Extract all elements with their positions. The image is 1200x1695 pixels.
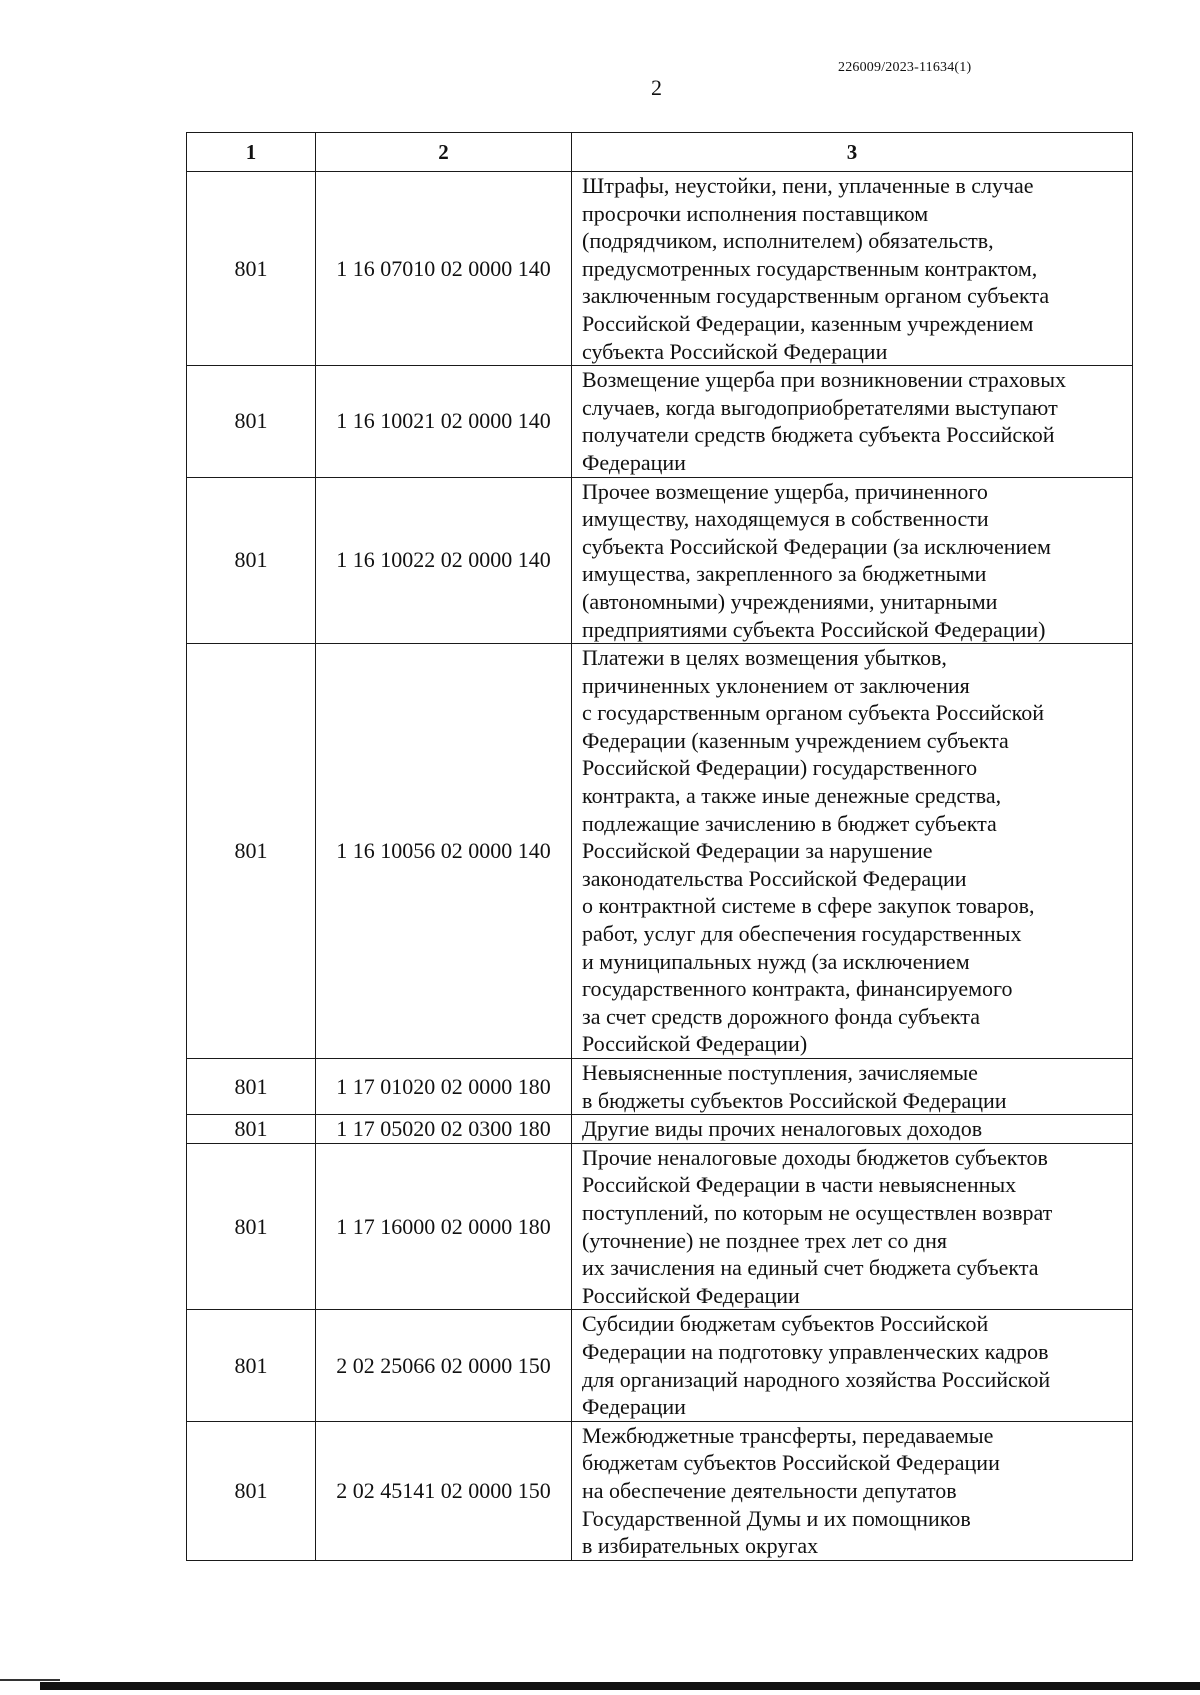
description-line: субъекта Российской Федерации (582, 338, 888, 364)
description-line: Межбюджетные трансферты, передаваемые (582, 1422, 994, 1448)
description-line: Федерации (582, 449, 686, 475)
description-line: имуществу, находящемуся в собственности (582, 506, 989, 532)
description-line: Невыясненные поступления, зачисляемые (582, 1060, 978, 1085)
description-line: Субсидии бюджетам субъектов Российской (582, 1311, 989, 1337)
description-line: работ, услуг для обеспечения государственных (582, 921, 1022, 947)
column-header-3: 3 (572, 133, 1133, 172)
admin-code-cell: 801 (187, 172, 316, 366)
description-line: предусмотренных государственным контрактом, (582, 255, 1038, 281)
table-row (187, 1421, 1133, 1560)
description-line: заключенным государственным органом субъекта (582, 283, 1050, 309)
column-header-1: 1 (187, 133, 316, 172)
description-line: Российской Федерации (582, 1282, 800, 1308)
description-line: просрочки исполнения поставщиком (582, 200, 929, 226)
description-line: Российской Федерации, казенным учреждением (582, 310, 1034, 336)
description-line: и муниципальных нужд (за исключением (582, 948, 970, 974)
budget-classification-code-cell: 1 17 05020 02 0300 180 (316, 1115, 572, 1144)
revenue-description-cell (572, 1143, 1133, 1310)
admin-code-cell: 801 (187, 1059, 316, 1115)
budget-classification-code-cell: 2 02 45141 02 0000 150 (316, 1421, 572, 1560)
description-line: о контрактной системе в сфере закупок товаров, (582, 893, 1035, 919)
description-line: (автономными) учреждениями, унитарными (582, 588, 998, 614)
description-line: Российской Федерации за нарушение (582, 838, 933, 864)
description-line: Федерации (582, 1394, 686, 1420)
table-row (187, 644, 1133, 1059)
budget-classification-code-cell: 1 17 16000 02 0000 180 (316, 1143, 572, 1310)
description-line: бюджетам субъектов Российской Федерации (582, 1450, 1000, 1476)
description-line: с государственным органом субъекта Российской (582, 700, 1044, 726)
description-line: Платежи в целях возмещения убытков, (582, 645, 947, 671)
admin-code-cell: 801 (187, 1115, 316, 1144)
table-row (187, 477, 1133, 644)
description-line: в бюджеты субъектов Российской Федерации (582, 1087, 1007, 1113)
revenue-description-cell (572, 1421, 1133, 1560)
description-line: получатели средств бюджета субъекта Российской (582, 422, 1055, 448)
budget-classification-code-cell: 1 16 07010 02 0000 140 (316, 172, 572, 366)
table-row (187, 1310, 1133, 1421)
revenue-description-cell (572, 172, 1133, 366)
revenue-description-cell (572, 1310, 1133, 1421)
budget-codes-table (186, 132, 1133, 1561)
description-line: Российской Федерации в части невыясненных (582, 1172, 1017, 1198)
revenue-description-cell (572, 1059, 1133, 1115)
description-line: Федерации на подготовку управленческих кадров (582, 1338, 1049, 1364)
description-line: подлежащие зачислению в бюджет субъекта (582, 810, 997, 836)
description-line: Государственной Думы и их помощников (582, 1505, 971, 1531)
description-line: Федерации (казенным учреждением субъекта (582, 727, 1009, 753)
table-row (187, 366, 1133, 477)
admin-code-cell: 801 (187, 1421, 316, 1560)
description-line: случаев, когда выгодоприобретателями выступают (582, 394, 1058, 420)
description-line: Прочие неналоговые доходы бюджетов субъектов (582, 1144, 1048, 1170)
description-line: контракта, а также иные денежные средства, (582, 783, 1002, 809)
column-header-2: 2 (316, 133, 572, 172)
budget-classification-code-cell: 1 16 10021 02 0000 140 (316, 366, 572, 477)
budget-classification-code-cell: 1 16 10022 02 0000 140 (316, 477, 572, 644)
revenue-description-cell (572, 477, 1133, 644)
description-line: субъекта Российской Федерации (за исключением (582, 533, 1051, 559)
scan-bottom-border (40, 1682, 1200, 1690)
table-header-row (187, 133, 1133, 172)
revenue-description-cell (572, 644, 1133, 1059)
admin-code-cell: 801 (187, 1143, 316, 1310)
revenue-description-cell (572, 366, 1133, 477)
description-line: имущества, закрепленного за бюджетными (582, 561, 987, 587)
document-id: 226009/2023-11634(1) (838, 60, 972, 75)
description-line: предприятиями субъекта Российской Федерации) (582, 616, 1046, 642)
description-line: Российской Федерации) (582, 1031, 808, 1057)
budget-classification-code-cell: 1 16 10056 02 0000 140 (316, 644, 572, 1059)
description-line: Российской Федерации) государственного (582, 755, 978, 781)
description-line: их зачисления на единый счет бюджета субъекта (582, 1255, 1039, 1281)
description-line: в избирательных округах (582, 1533, 819, 1559)
description-line: Прочее возмещение ущерба, причиненного (582, 478, 988, 504)
table-row (187, 1059, 1133, 1115)
description-line: поступлений, по которым не осуществлен возврат (582, 1199, 1053, 1225)
budget-classification-code-cell: 1 17 01020 02 0000 180 (316, 1059, 572, 1115)
budget-classification-code-cell: 2 02 25066 02 0000 150 (316, 1310, 572, 1421)
description-line: (подрядчиком, исполнителем) обязательств, (582, 228, 994, 254)
admin-code-cell: 801 (187, 366, 316, 477)
table-row (187, 1143, 1133, 1310)
page-number: 2 (651, 75, 662, 100)
admin-code-cell: 801 (187, 1310, 316, 1421)
description-line: государственного контракта, финансируемого (582, 976, 1013, 1002)
table-row (187, 172, 1133, 366)
admin-code-cell: 801 (187, 477, 316, 644)
description-line: Возмещение ущерба при возникновении страховых (582, 367, 1066, 393)
scan-edge-line (0, 1679, 60, 1681)
table-body (187, 172, 1133, 1561)
description-line: Штрафы, неустойки, пени, уплаченные в случае (582, 173, 1034, 198)
description-line: законодательства Российской Федерации (582, 865, 967, 891)
revenue-description-cell (572, 1115, 1133, 1144)
description-line: Другие виды прочих неналоговых доходов (582, 1116, 983, 1142)
description-line: за счет средств дорожного фонда субъекта (582, 1003, 981, 1029)
description-line: на обеспечение деятельности депутатов (582, 1477, 957, 1503)
description-line: (уточнение) не позднее трех лет со дня (582, 1227, 947, 1253)
description-line: для организаций народного хозяйства Российской (582, 1366, 1051, 1392)
admin-code-cell: 801 (187, 644, 316, 1059)
description-line: причиненных уклонением от заключения (582, 672, 970, 698)
table-row (187, 1115, 1133, 1144)
